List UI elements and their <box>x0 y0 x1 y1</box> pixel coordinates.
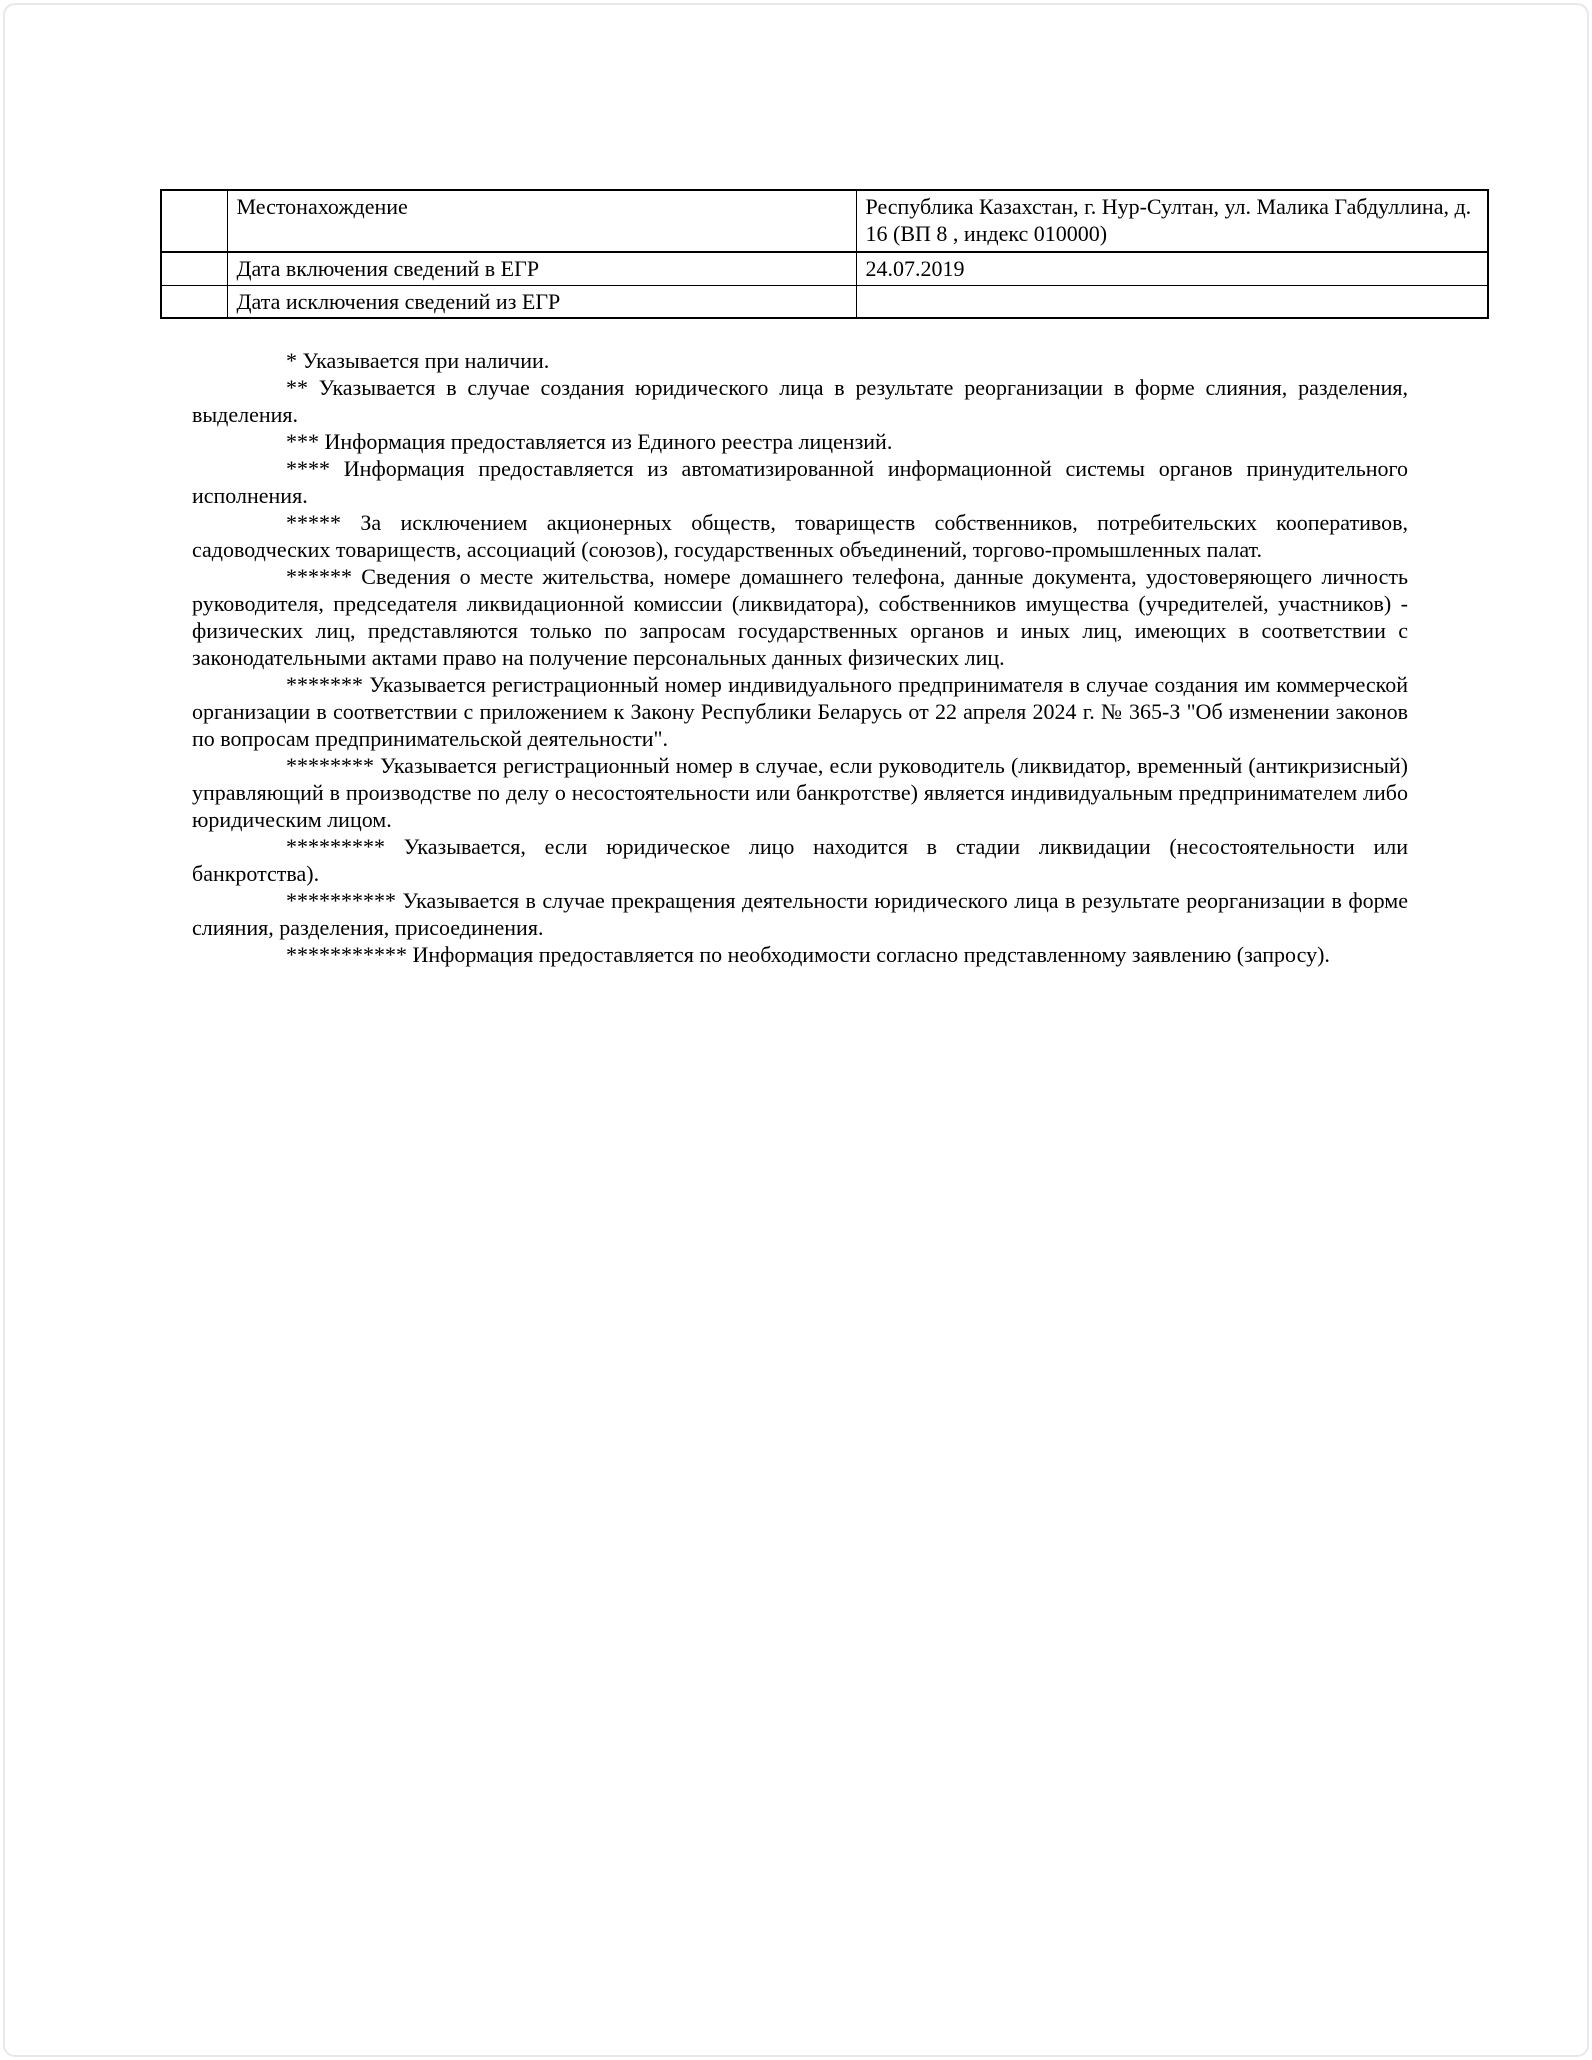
field-label-cell: Дата исключения сведений из ЕГР <box>227 285 856 318</box>
footnote-paragraph: *********** Информация предоставляется по необходимости согласно представленному заявлению (запросу). <box>286 942 1330 967</box>
footnote-paragraph: * Указывается при наличии. <box>286 348 550 373</box>
table-row-exclusion-date <box>161 285 1488 318</box>
footnote-paragraph: ** Указывается в случае создания юридического лица в результате реорганизации в форме слияния, разделения, выделения. <box>192 375 1408 427</box>
field-value-cell: Республика Казахстан, г. Нур-Султан, ул. Малика Габдуллина, д. 16 (ВП 8 , индекс 010000) <box>856 190 1488 252</box>
registry-table <box>160 189 1489 319</box>
footnote-paragraph: ****** Сведения о месте жительства, номере домашнего телефона, данные документа, удостоверяющего личность руководителя, председателя ликвидационной комиссии (ликвидатора), собственников имущества (учредителей, участников) - физических лиц, представляются только по запросам государственных органов и иных лиц, имеющих в соответствии с законодательными актами право на получение персональных данных физических лиц. <box>192 564 1408 670</box>
footnote-paragraph: ********* Указывается, если юридическое лицо находится в стадии ликвидации (несостоятельности или банкротства). <box>192 834 1408 886</box>
field-label-cell: Дата включения сведений в ЕГР <box>227 252 856 285</box>
field-value-cell: 24.07.2019 <box>856 252 1488 285</box>
row-number-cell <box>161 252 227 285</box>
row-number-cell <box>161 285 227 318</box>
footnote-paragraph: **** Информация предоставляется из автоматизированной информационной системы органов принудительного исполнения. <box>192 456 1408 508</box>
table-row-inclusion-date <box>161 252 1488 285</box>
footnote-paragraph: ******** Указывается регистрационный номер в случае, если руководитель (ликвидатор, временный (антикризисный) управляющий в производстве по делу о несостоятельности или банкротстве) является индивидуальным предпринимателем либо юридическим лицом. <box>192 753 1408 832</box>
row-number-cell <box>161 190 227 252</box>
field-label-cell: Местонахождение <box>227 190 856 252</box>
footnote-paragraph: *** Информация предоставляется из Единого реестра лицензий. <box>286 429 893 454</box>
table-row-location <box>161 190 1488 252</box>
footnotes-section <box>192 347 1408 968</box>
footnote-paragraph: ********** Указывается в случае прекращения деятельности юридического лица в результате реорганизации в форме слияния, разделения, присоединения. <box>192 888 1408 940</box>
footnote-paragraph: ***** За исключением акционерных обществ, товариществ собственников, потребительских кооперативов, садоводческих товариществ, ассоциаций (союзов), государственных объединений, торгово-промышленных палат. <box>192 510 1408 562</box>
field-value-cell <box>856 285 1488 318</box>
document-page <box>3 3 1589 2057</box>
footnote-paragraph: ******* Указывается регистрационный номер индивидуального предпринимателя в случае создания им коммерческой организации в соответствии с приложением к Закону Республики Беларусь от 22 апреля 2024 г. № 365-З "Об изменении законов по вопросам предпринимательской деятельности". <box>192 672 1408 751</box>
